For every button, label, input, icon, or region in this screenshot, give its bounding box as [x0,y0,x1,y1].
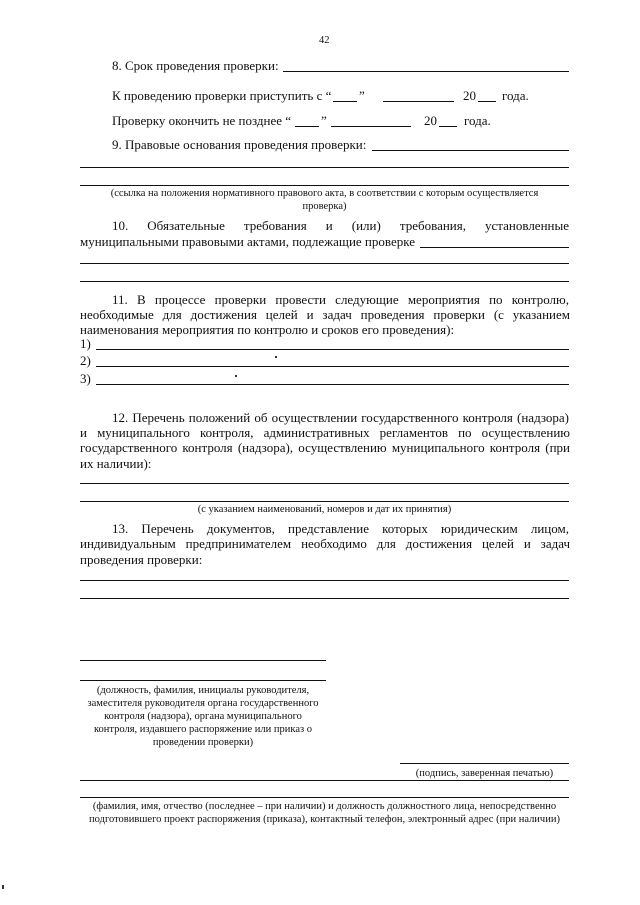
item9-note-1: (ссылка на положения нормативного правового акта, в соответствии с которым осуществляется [110,188,539,199]
item9-fill-line-3[interactable] [80,185,569,186]
entry-2-field[interactable] [96,366,569,367]
item13-fill-line-2[interactable] [80,598,569,599]
item9-label: 9. Правовые основания проведения проверки: [112,137,367,152]
item12-line-3: государственного контроля (надзора), осуществлению муниципального контроля (при [80,440,570,455]
item13-fill-line-1[interactable] [80,580,569,581]
entry-3-label: 3) [80,371,91,386]
item12-line-4: их наличии): [80,456,152,471]
footer-note-1: (фамилия, имя, отчество (последнее – при наличии) и должность должностного лица, непосредственно [92,801,557,812]
start-month-field[interactable] [383,101,454,102]
position-note-5: проведении проверки) [152,737,254,748]
item10-fill-line-3[interactable] [80,281,569,282]
start-year-prefix: 20 [463,88,476,103]
item11-line-3: наименования мероприятия по контролю и сроков его проведения): [80,322,455,337]
item9-note-2: проверка) [302,201,347,212]
item10-line-2: муниципальными правовыми актами, подлежащие проверке [80,234,415,249]
position-note-3: контроля (надзора), органа муниципального [104,711,302,722]
item8-end-text: Проверку окончить не позднее “ [112,113,292,128]
preparer-fill-line[interactable] [80,797,569,798]
item12-line-2: и муниципального контроля, административных регламентов по осуществлению [80,425,570,440]
entry-1-label: 1) [80,336,91,351]
item13-line-3: проведения проверки: [80,552,203,567]
item10-fill-line-1[interactable] [420,247,569,248]
item13-line-2: индивидуальным предпринимателем необходимо для достижения целей и задач [80,536,570,551]
entry-2-label: 2) [80,353,91,368]
end-day-field[interactable] [295,126,319,127]
page-number: 42 [319,35,330,46]
item12-fill-line-1[interactable] [80,483,569,484]
scan-speck [235,375,237,377]
end-year-field[interactable] [439,126,457,127]
item11-line-1: 11. В процессе проверки провести следующие мероприятия по контролю, [112,292,569,307]
scan-speck [275,356,277,358]
signature-fill-line[interactable] [400,763,569,764]
start-day-field[interactable] [333,101,357,102]
end-month-field[interactable] [331,126,411,127]
position-fill-line-1[interactable] [80,660,326,661]
item13-line-1: 13. Перечень документов, представление которых юридическим лицом, [112,521,569,536]
item9-fill-line-2[interactable] [80,167,569,168]
end-quote-close: ” [321,113,327,128]
item8-label: 8. Срок проведения проверки: [112,58,279,73]
item10-line-1: 10. Обязательные требования и (или) требования, установленные [112,218,569,233]
start-quote-close: ” [359,88,365,103]
position-note-1: (должность, фамилия, инициалы руководителя, [96,685,310,696]
position-fill-line-2[interactable] [80,680,326,681]
footer-note-2: подготовившего проект распоряжения (приказа), контактный телефон, электронный адрес (при наличии) [89,814,560,825]
item11-line-2: необходимые для достижения целей и задач проведения проверки (с указанием [80,307,570,322]
item8-fill-line[interactable] [283,71,569,72]
item9-fill-line-1[interactable] [372,150,569,151]
signature-base-line[interactable] [80,780,569,781]
item8-start-text: К проведению проверки приступить с “ [112,88,332,103]
position-note-2: заместителя руководителя органа государственного [87,698,319,709]
start-year-field[interactable] [478,101,496,102]
position-note-4: контроля, издавшего распоряжение или приказ о [93,724,313,735]
signature-note: (подпись, заверенная печатью) [415,768,554,779]
start-year-suffix: года. [502,88,529,103]
entry-3-field[interactable] [96,384,569,385]
item12-line-1: 12. Перечень положений об осуществлении государственного контроля (надзора) [112,410,569,425]
item12-note: (с указанием наименований, номеров и дат их принятия) [197,504,452,515]
entry-1-field[interactable] [96,349,569,350]
scan-speck [2,885,4,889]
end-year-prefix: 20 [424,113,437,128]
item10-fill-line-2[interactable] [80,263,569,264]
item12-fill-line-2[interactable] [80,501,569,502]
end-year-suffix: года. [464,113,491,128]
